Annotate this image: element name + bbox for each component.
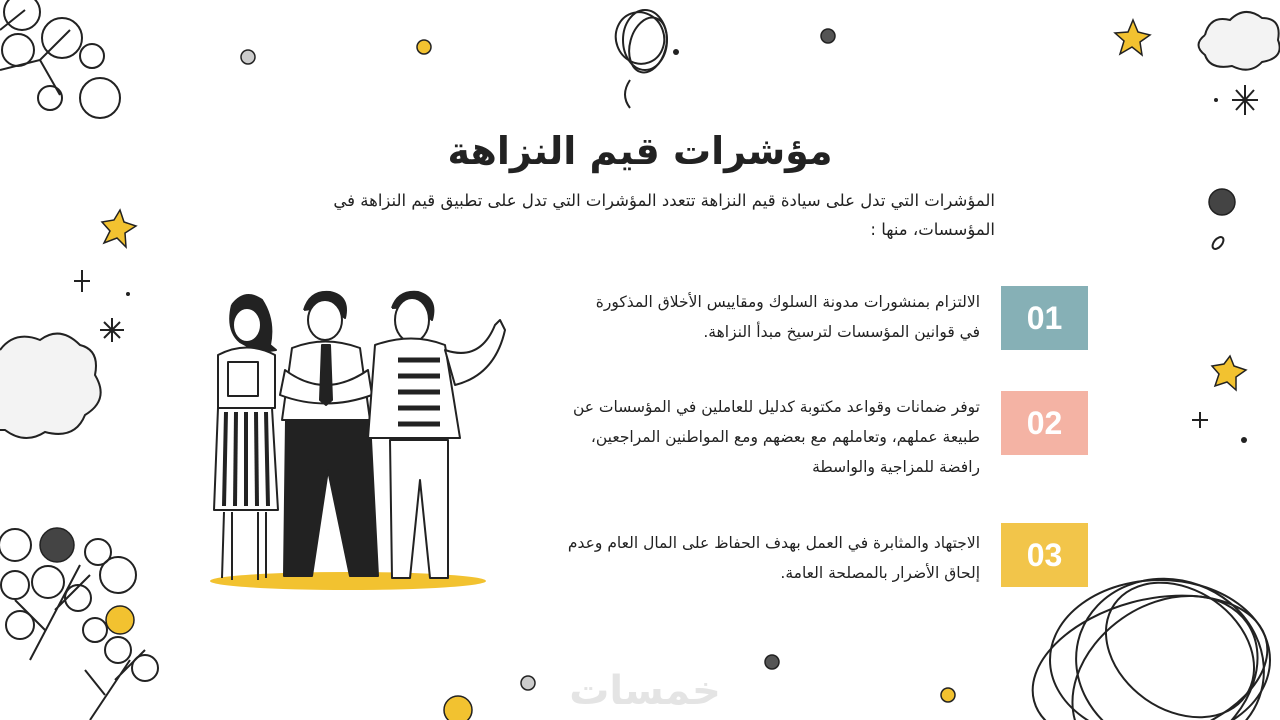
item-2-text: توفر ضمانات وقواعد مكتوبة كدليل للعاملين في المؤسسات عن طبيعة عملهم، وتعاملهم مع بعضهم ومع المواطنين المراجعين، رافضة للمزاجية والواسطة — [572, 398, 980, 476]
item-3-text: الاجتهاد والمثابرة في العمل بهدف الحفاظ على المال العام وعدم إلحاق الأضرار بالمصلحة العامة. — [567, 534, 980, 582]
page-title: مؤشرات قيم النزاهة — [447, 129, 833, 174]
item-3-number-badge: 03 — [1001, 523, 1088, 587]
item-1-number-badge: 01 — [1001, 286, 1088, 350]
watermark-logo: خمسات — [569, 668, 721, 714]
item-1-text: الالتزام بمنشورات مدونة السلوك ومقاييس الأخلاق المذكورة في قوانين المؤسسات لترسيخ مبدأ النزاهة. — [595, 293, 980, 341]
item-2-number-badge: 02 — [1001, 391, 1088, 455]
intro-text: المؤشرات التي تدل على سيادة قيم النزاهة تتعدد المؤشرات التي تدل على تطبيق قيم النزاهة في المؤسسات، منها : — [333, 191, 995, 239]
